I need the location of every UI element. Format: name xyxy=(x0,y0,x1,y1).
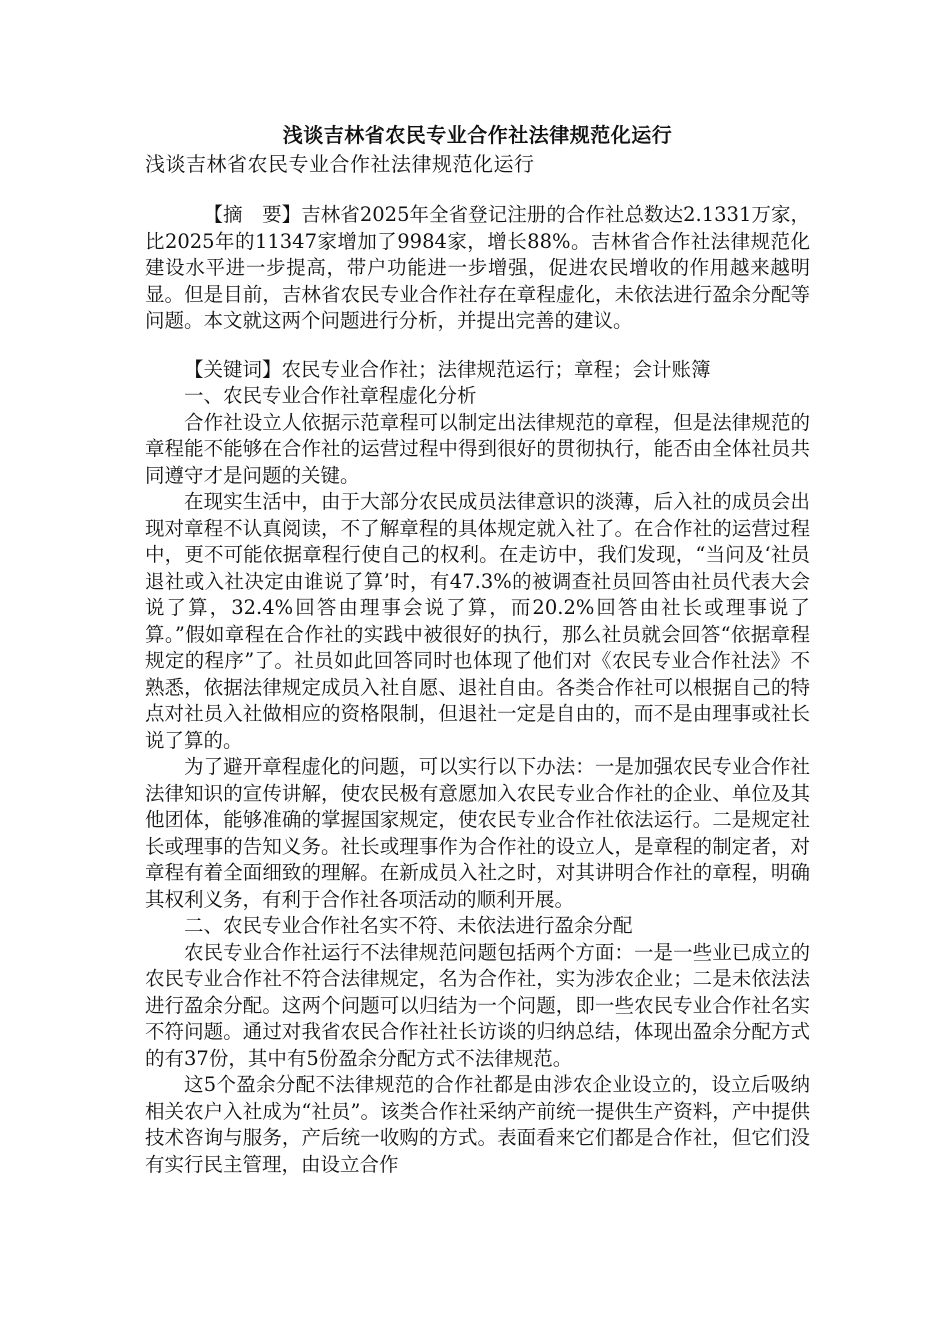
document-subtitle: 浅谈吉林省农民专业合作社法律规范化运行 xyxy=(145,152,535,176)
section-1-paragraph-2: 在现实生活中，由于大部分农民成员法律意识的淡薄，后入社的成员会出现对章程不认真阅读，不了解章程的具体规定就入社了。在合作社的运营过程中，更不可能依据章程行使自己的权利。在走访中，我们发现，“当问及‘社员退社或入社决定由谁说了算’时，有47.3%的被调查社员回答由社员代表大会说了算，32.4%回答由理事会说了算，而20.2%回答由社长或理事说了算。”假如章程在合作社的实践中被很好的执行，那么社员就会回答“依据章程规定的程序”了。社员如此回答同时也体现了他们对《农民专业合作社法》不熟悉，依据法律规定成员入社自愿、退社自由。各类合作社可以根据自己的特点对社员入社做相应的资格限制，但退社一定是自由的，而不是由理事或社长说了算的。 xyxy=(145,490,810,752)
section-2-heading: 二、农民专业合作社名实不符、未依法进行盈余分配 xyxy=(184,914,633,937)
section-1-heading: 一、农民专业合作社章程虚化分析 xyxy=(184,384,477,407)
section-2-paragraph-1: 农民专业合作社运行不法律规范问题包括两个方面：一是一些业已成立的农民专业合作社不符合法律规定，名为合作社，实为涉农企业；二是未依法法进行盈余分配。这两个问题可以归结为一个问题，即一些农民专业合作社名实不符问题。通过对我省农民合作社社长访谈的归纳总结，体现出盈余分配方式的有37份，其中有5份盈余分配方式不法律规范。 xyxy=(145,940,810,1070)
keywords-paragraph: 【关键词】农民专业合作社；法律规范运行；章程；会计账簿 xyxy=(184,357,711,381)
section-1-paragraph-1: 合作社设立人依据示范章程可以制定出法律规范的章程，但是法律规范的章程能不能够在合作社的运营过程中得到很好的贯彻执行，能否由全体社员共同遵守才是问题的关键。 xyxy=(145,410,810,487)
section-2-paragraph-2: 这5个盈余分配不法律规范的合作社都是由涉农企业设立的，设立后吸纳相关农户入社成为“社员”。该类合作社采纳产前统一提供生产资料，产中提供技术咨询与服务，产后统一收购的方式。表面看来它们都是合作社，但它们没有实行民主管理，由设立合作 xyxy=(145,1073,810,1176)
abstract-paragraph: 【摘 要】吉林省2025年全省登记注册的合作社总数达2.1331万家，比2025年的11347家增加了9984家，增长88%。吉林省合作社法律规范化建设水平进一步提高，带户功能进一步增强，促进农民增收的作用越来越明显。但是目前，吉林省农民专业合作社存在章程虚化，未依法进行盈余分配等问题。本文就这两个问题进行分析，并提出完善的建议。 xyxy=(145,203,810,332)
document-title: 浅谈吉林省农民专业合作社法律规范化运行 xyxy=(282,123,673,147)
section-1-paragraph-3: 为了避开章程虚化的问题，可以实行以下办法：一是加强农民专业合作社法律知识的宣传讲解，使农民极有意愿加入农民专业合作社的企业、单位及其他团体，能够准确的掌握国家规定，使农民专业合作社依法运行。二是规定社长或理事的告知义务。社长或理事作为合作社的设立人，是章程的制定者，对章程有着全面细致的理解。在新成员入社之时，对其讲明合作社的章程，明确其权利义务，有利于合作社各项活动的顺利开展。 xyxy=(145,755,810,911)
document-page xyxy=(145,120,810,1178)
